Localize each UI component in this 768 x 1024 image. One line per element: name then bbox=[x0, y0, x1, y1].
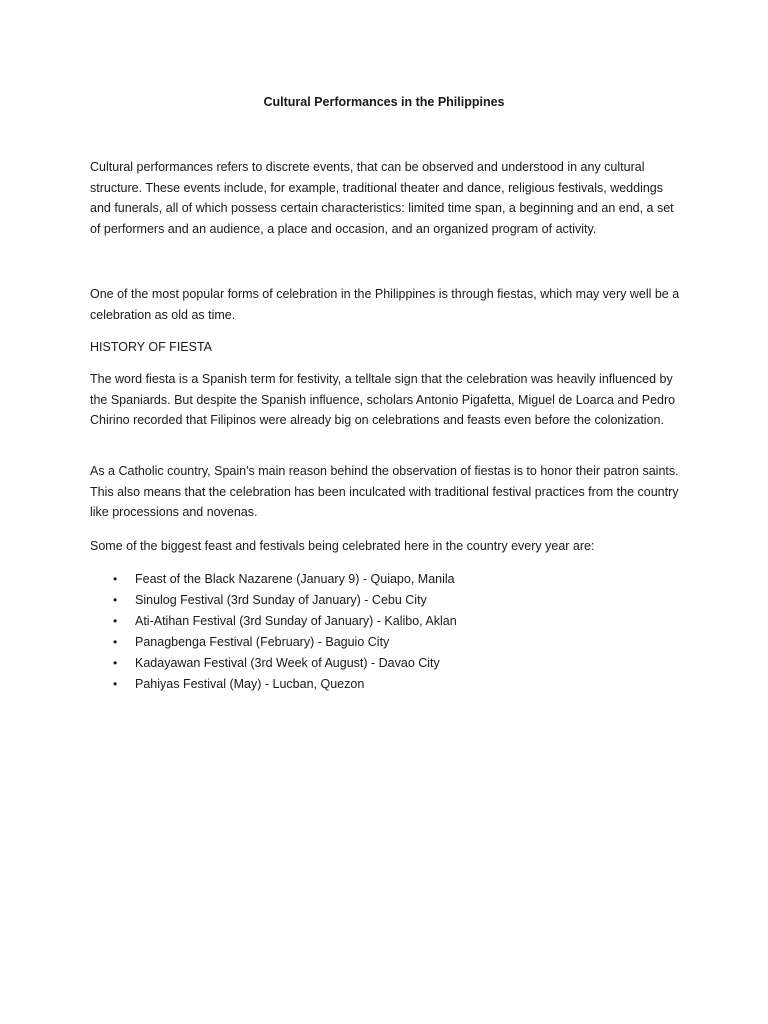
festival-item-text: Ati-Atihan Festival (3rd Sunday of January) - Kalibo, Aklan bbox=[135, 614, 457, 628]
bullet-icon: • bbox=[113, 656, 118, 670]
festival-item-text: Pahiyas Festival (May) - Lucban, Quezon bbox=[135, 677, 365, 691]
bullet-icon: • bbox=[113, 677, 118, 691]
festival-item-text: Kadayawan Festival (3rd Week of August) - Davao City bbox=[135, 656, 440, 670]
bullet-icon: • bbox=[113, 572, 118, 586]
paragraph-cultural-performances: Cultural performances refers to discrete events, that can be observed and understood in any cultural structure. These events include, for example, traditional theater and dance, religious festivals, weddings and funerals, all of which possess certain characteristics: limited time span, a beginning and an end, a set of performers and an audience, a place and occasion, and an organized program of activity. bbox=[90, 160, 674, 236]
list-item bbox=[0, 590, 768, 611]
festival-item-text: Sinulog Festival (3rd Sunday of January) - Cebu City bbox=[135, 593, 427, 607]
bullet-icon: • bbox=[113, 593, 118, 607]
bullet-icon: • bbox=[113, 614, 118, 628]
list-item bbox=[0, 569, 768, 590]
festival-item-text: Feast of the Black Nazarene (January 9) - Quiapo, Manila bbox=[135, 572, 455, 586]
list-item bbox=[0, 611, 768, 632]
bullet-icon: • bbox=[113, 635, 118, 649]
paragraph-catholic-influence: As a Catholic country, Spain's main reason behind the observation of fiestas is to honor their patron saints. This also means that the celebration has been inculcated with traditional festival practices from the country like processions and novenas. bbox=[90, 464, 679, 519]
festival-item-text: Panagbenga Festival (February) - Baguio City bbox=[135, 635, 390, 649]
document-title: Cultural Performances in the Philippines bbox=[263, 95, 505, 109]
section-heading-history: HISTORY OF FIESTA bbox=[90, 340, 213, 354]
list-item bbox=[0, 653, 768, 674]
list-item bbox=[0, 674, 768, 695]
list-item bbox=[0, 632, 768, 653]
paragraph-festivals-intro: Some of the biggest feast and festivals being celebrated here in the country every year are: bbox=[90, 539, 595, 553]
paragraph-fiestas-intro: One of the most popular forms of celebration in the Philippines is through fiestas, which may very well be a celebration as old as time. bbox=[90, 287, 680, 322]
paragraph-fiesta-origin: The word fiesta is a Spanish term for festivity, a telltale sign that the celebration was heavily influenced by the Spaniards. But despite the Spanish influence, scholars Antonio Pigafetta, Miguel de Loarca and Pedro Chirino recorded that Filipinos were already big on celebrations and feasts even before the colonization. bbox=[90, 372, 676, 427]
festival-list bbox=[0, 569, 768, 695]
